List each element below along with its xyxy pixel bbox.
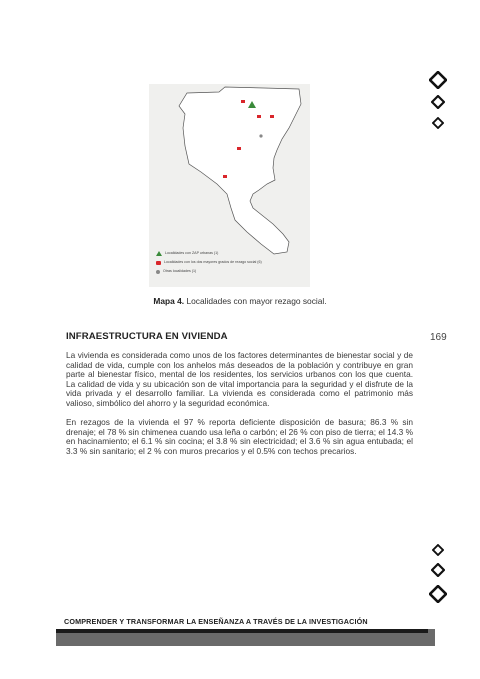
page-number: 169: [430, 332, 447, 343]
locality-marker: [270, 115, 274, 118]
body-paragraph: La vivienda es considerada como unos de los factores determinantes de bienestar social y de calidad de vida, cumple con los anhelos más deseados de la población y contribuye en gran parte al bienestar físico, mental de los residentes, los servicios urbanos con los que cuenta. La calidad de vida y su ubicación son de vital importancia para la seguridad y el disfrute de la vida privada y el desarrollo familiar. La vivienda es considerada como el patrimonio más valioso, simbólico del ahorro y la seguridad económica.: [66, 350, 413, 408]
locality-marker: [257, 115, 261, 118]
diamond-outline-icon: [429, 71, 447, 89]
caption-label: Mapa 4.: [153, 296, 185, 306]
body-paragraph: En rezagos de la vivienda el 97 % reporta deficiente disposición de basura; 86.3 % sin drenaje; el 78 % sin chimenea cuando usa leña o carbón; el 26 % con piso de tierra; el 14.3 % en hacinamiento; el 6.1 % sin cocina; el 3.8 % sin electricidad; el 3.6 % sin agua entubada; el 3.3 % sin sanitario; el 2 % con muros precarios y el 0.5% con techos precarios.: [66, 417, 413, 456]
locality-map: [149, 84, 310, 287]
locality-marker: [237, 147, 241, 150]
diamond-outline-icon: [432, 544, 444, 556]
footer-title: COMPRENDER Y TRANSFORMAR LA ENSEÑANZA A TRAVÉS DE LA INVESTIGACIÓN: [64, 617, 368, 626]
footer-rule: [56, 629, 428, 633]
diamond-outline-icon: [431, 563, 445, 577]
green-triangle-icon: [156, 251, 162, 256]
map-legend: [156, 249, 262, 276]
locality-marker: [223, 175, 227, 178]
locality-marker: [241, 100, 245, 103]
municipality-boundary: [179, 87, 301, 254]
diamond-outline-icon: [432, 117, 444, 129]
legend-label: Otras localidades (1): [163, 269, 197, 273]
legend-item: [156, 249, 262, 258]
red-square-icon: [156, 261, 161, 265]
legend-label: Localidades con ZAP urbanas (1): [165, 251, 219, 255]
diamond-outline-icon: [429, 585, 447, 603]
gray-circle-icon: [156, 270, 160, 274]
caption-text: Localidades con mayor rezago social.: [184, 296, 327, 306]
legend-item: [156, 258, 262, 267]
diamond-outline-icon: [431, 95, 445, 109]
other-locality-marker: [259, 134, 262, 137]
legend-label: Localidades con los dos mayores grados de rezago social (6): [164, 260, 262, 264]
map-caption: [0, 296, 480, 306]
section-heading: INFRAESTRUCTURA EN VIVIENDA: [66, 331, 228, 342]
legend-item: [156, 267, 262, 276]
